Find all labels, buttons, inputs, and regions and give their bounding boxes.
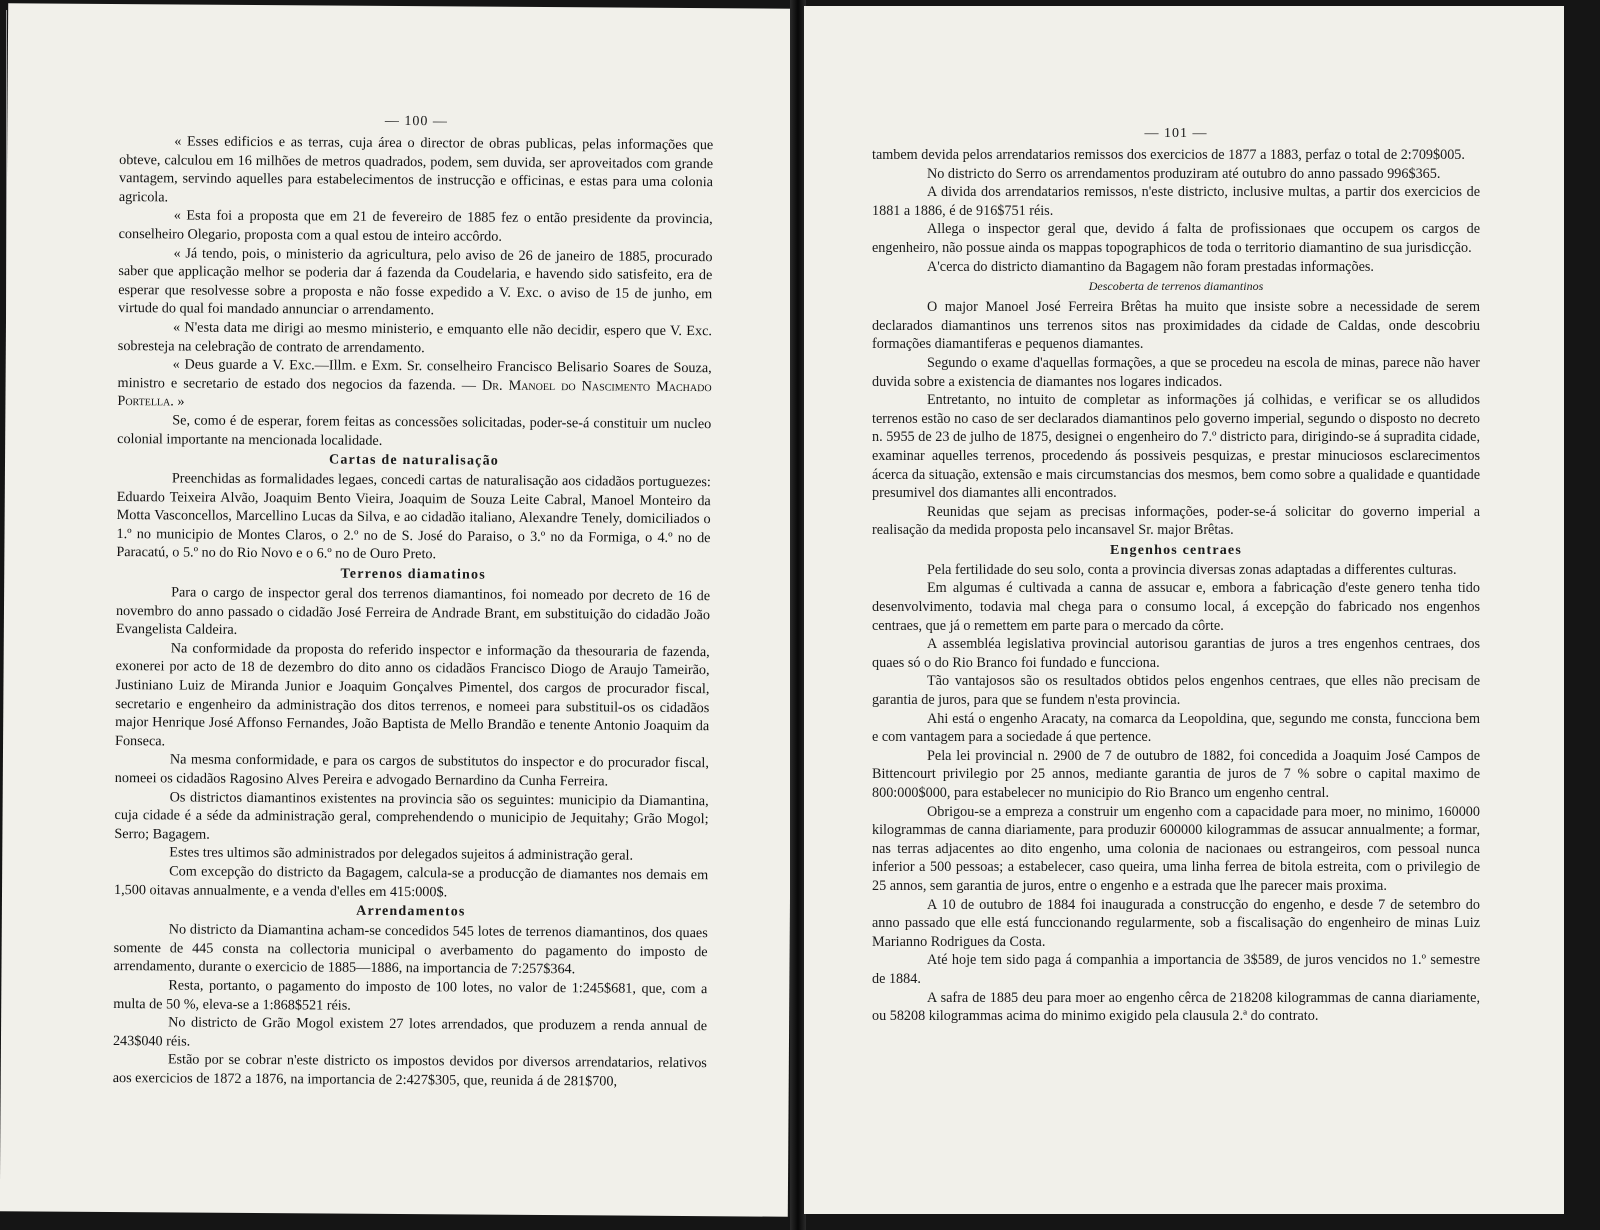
paragraph: « Esses edificios e as terras, cuja área o director de obras publicas, pelas informações que obteve, calculou em 16 milhões de metros quadrados, podem, sem duvida, ser aproveitados com grande vantagem, servindo aquelles para estabelecimentos de instrucção e officinas, e estas para uma colonia agricola. [118, 133, 714, 206]
paragraph: Até hoje tem sido paga á companhia a importancia de 3$589, de juros vencidos no 1.º semestre de 1884. [872, 952, 1480, 987]
right-page-number: — 101 — [1144, 126, 1208, 141]
paragraph: No districto da Diamantina acham-se concedidos 545 lotes de terrenos diamantinos, dos quaes somente de 445 consta na collectoria municipal o averbamento do pagamento do imposto de arrendamento, durante o exercicio de 1885—1886, na importancia de 7:257$364. [113, 921, 708, 978]
paragraph: Pela lei provincial n. 2900 de 7 de outubro de 1882, foi concedida a Joaquim José Campos de Bittencourt privilegio por 25 annos, mediante garantia de juros de 7 % sobre o capital maximo de 800:000$000, para estabelecer no municipio do Rio Branco um engenho central. [872, 747, 1480, 801]
paragraph: Na conformidade da proposta do referido inspector e informação da thesouraria de fazenda, exonerei por acto de 18 de dezembro do dito anno os cidadãos Francisco Diogo de Araujo Tameirão, Justiniano Luiz de Miranda Junior e Joaquim Gonçalves Pimentel, dos cargos de procurador fiscal, secretario e engenheiro da administração dos ditos terrenos, e nomeei para substituil-os os cidadãos major Henrique José Affonso Fernandes, João Baptista de Mello Brandão e tenente Antonio Joaquim da Fonseca. [115, 640, 710, 750]
paragraph: Para o cargo de inspector geral dos terrenos diamantinos, foi nomeado por decreto de 16 de novembro do anno passado o cidadão José Ferreira de Andrade Brant, em substituição do cidadão João Evangelista Caldeira. [115, 584, 711, 639]
paragraph: Tão vantajosos são os resultados obtidos pelos engenhos centraes, que elles não precisam de garantia de juros, para que se fundem n'esta provincia. [872, 673, 1480, 709]
paragraph: tambem devida pelos arrendatarios remissos dos exercicios de 1877 a 1883, perfaz o total de 2:709$005. [872, 147, 1465, 163]
paragraph: « Já tendo, pois, o ministerio da agricultura, pelo aviso de 26 de janeiro de 1885, procurado saber que applicação melhor se poderia dar á fazenda da Coudelaria, e havendo sido satisfeito, era de esperar que resolvesse sobre a proposta e não fosse expedido a V. Exc. o aviso de 15 de junho, em virtude do qual foi mandado annunciar o arrendamento. [118, 244, 713, 319]
paragraph: Preenchidas as formalidades legaes, concedi cartas de naturalisação aos cidadãos portuguezes: Eduardo Teixeira Alvão, Joaquim Bento Vieira, Joaquim de Souza Leite Cabral, Manoel Monteiro da Motta Vasconcellos, Marcellino Lucas da Silva, e ao cidadão italiano, Alexandre Tenely, domiciliados o 1.º no municipio de Montes Claros, o 2.º no de S. José do Paraiso, o 3.º no da Formiga, o 4.º no de Paracatú, o 5.º no do Rio Novo e o 6.º no de Ouro Preto. [116, 470, 711, 563]
subheading-descoberta: Descoberta de terrenos diamantinos [1088, 279, 1264, 294]
paragraph: Na mesma conformidade, e para os cargos de substitutos do inspector e do procurador fiscal, nomeei os cidadãos Ragosino Alves Pereira e advogado Bernardino da Cunha Ferreira. [114, 751, 709, 790]
left-page-number: — 100 — [384, 113, 448, 130]
paragraph: Entretanto, no intuito de completar as informações já colhidas, e verificar se os alludidos terrenos estão no caso de ser declarados diamantinos pelo governo imperial, segundo o disposto no decreto n. 5955 de 23 de julho de 1875, designei o engenheiro do 7.º districto para, dirigindo-se á supradita cidade, examinar aquelles terrenos, procedendo ás possiveis pesquizas, e prestar minuciosos esclarecimentos ácerca da situação, extensão e mais circumstancias dos mesmos, bem como sobre a qualidade e quantidade presumivel dos diamantes alli encontrados. [872, 392, 1480, 502]
paragraph: Resta, portanto, o pagamento do imposto de 100 lotes, no valor de 1:245$681, que, com a multa de 50 %, eleva-se a 1:868$521 réis. [113, 977, 708, 1014]
paragraph: No districto de Grão Mogol existem 27 lotes arrendados, que produzem a renda annual de 243$040 réis. [112, 1014, 708, 1050]
paragraph: « N'esta data me dirigi ao mesmo ministerio, e emquanto elle não decidir, espero que V. Exc. sobresteja na celebração de contrato de arrendamento. [117, 319, 713, 356]
paragraph: Pela fertilidade do seu solo, conta a provincia diversas zonas adaptadas a differentes culturas. [927, 561, 1457, 578]
paragraph: A 10 de outubro de 1884 foi inaugurada a construcção do engenho, e desde 7 de setembro do anno passado que elle está funccionando regularmente, sob a fiscalisação do engenheiro de minas Luiz Marianno Rodrigues da Costa. [872, 896, 1480, 950]
paragraph: Ahi está o engenho Aracaty, na comarca da Leopoldina, que, segundo me consta, funcciona bem e com vantagem para a sociedade á que pertence. [872, 710, 1480, 746]
section-heading-terrenos: Terrenos diamatinos [340, 566, 486, 583]
paragraph: « Esta foi a proposta que em 21 de fevereiro de 1885 fez o então presidente da provincia, conselheiro Olegario, proposta com a qual estou de inteiro accôrdo. [118, 207, 713, 245]
paragraph: No districto do Serro os arrendamentos produziram até outubro do anno passado 996$365. [927, 165, 1441, 182]
paragraph: Reunidas que sejam as precisas informações, poder-se-á solicitar do governo imperial a realisação da medida proposta pelo incansavel Sr. major Brêtas. [872, 503, 1480, 539]
paragraph: A divida dos arrendatarios remissos, n'este districto, inclusive multas, a partir dos exercicios de 1881 a 1886, é de 916$751 réis. [872, 184, 1480, 219]
paragraph: Em algumas é cultivada a canna de assucar e, embora a fabricação d'este genero tenha tido desenvolvimento, todavia mal chega para o consumo local, á excepção do fabricado nos engenhos centraes, que já o remettem em parte para o mercado da côrte. [872, 580, 1480, 634]
left-page-text [113, 132, 714, 1092]
paragraph: A safra de 1885 deu para moer ao engenho cêrca de 218208 kilogrammas de canna diariamente, ou 58208 kilogrammas acima do minimo exigido pela clausula 2.ª do contrato. [872, 989, 1480, 1025]
paragraph: A'cerca do districto diamantino da Bagagem não foram prestadas informações. [927, 258, 1374, 275]
paragraph: Com excepção do districto da Bagagem, calcula-se a producção de diamantes nos demais em 1,500 oitavas annualmente, e a venda d'elles em 415:000$. [113, 863, 709, 900]
right-page [804, 6, 1564, 1214]
paragraph: Obrigou-se a empreza a construir um engenho com a capacidade para moer, no minimo, 160000 kilogrammas de canna diariamente, para produzir 600000 kilogrammas de assucar annualmente; a formar, nas terras adjacentes ao dito engenho, uma colonia de nacionaes ou estrangeiros, com pessoal nunca inferior a 500 pessoas; a estabelecer, caso queira, uma linha ferrea de bitola estreita, com o privilegio de 25 annos, sem garantia de juros, entre o engenho e a estrada que lhe parecer mais proxima. [872, 803, 1480, 894]
paragraph: Estes tres ultimos são administrados por delegados sujeitos á administração geral. [169, 844, 634, 865]
paragraph: Se, como é de esperar, forem feitas as concessões solicitadas, poder-se-á constituir um nucleo colonial importante na mencionada localidade. [117, 412, 712, 449]
letter-signature: Dr. Manoel do Nascimento Machado Portella. » [117, 377, 712, 410]
signature-paragraph [117, 355, 711, 415]
section-heading-arrendamentos: Arrendamentos [356, 903, 466, 920]
right-page-text [872, 146, 1480, 1026]
paragraph: O major Manoel José Ferreira Brêtas ha muito que insiste sobre a necessidade de serem declarados diamantinos uns terrenos sitos nas proximidades da cidade de Caldas, onde descobriu formações diamantiferas e pequenos diamantes. [872, 299, 1480, 353]
paragraph: Estão por se cobrar n'este districto os impostos devidos por diversos arrendatarios, relativos aos exercicios de 1872 a 1876, na importancia de 2:427$305, que, reunida á de 281$700, [112, 1051, 707, 1090]
paragraph: Segundo o exame d'aquellas formações, a que se procedeu na escola de minas, parece não haver duvida sobre a existencia de diamantes nos logares indicados. [872, 354, 1480, 390]
paragraph: A assembléa legislativa provincial autorisou garantias de juros a tres engenhos centraes, dos quaes só o do Rio Branco foi fundado e funcciona. [872, 636, 1480, 671]
section-heading-naturalisacao: Cartas de naturalisação [329, 452, 500, 469]
left-page [0, 3, 796, 1216]
paragraph: Allega o inspector geral que, devido á falta de profissionaes que occupem os cargos de engenheiro, não possue ainda os mappas topographicos de toda o territorio diamantino de sua jurisdicção. [872, 221, 1480, 256]
section-heading-engenhos: Engenhos centraes [1109, 542, 1242, 558]
paragraph: Os districtos diamantinos existentes na provincia são os seguintes: municipio da Diamantina, cuja cidade é a séde da administração geral, comprehendendo o municipio de Jequitahy; Grão Mogol; Serro; Bagagem. [114, 789, 709, 843]
letter-closing: « Deus guarde a V. Exc.—Illm. e Exm. Sr. conselheiro Francisco Belisario Soares de Souza, ministro e secretario de estado dos negocios da fazenda. — [117, 356, 712, 394]
